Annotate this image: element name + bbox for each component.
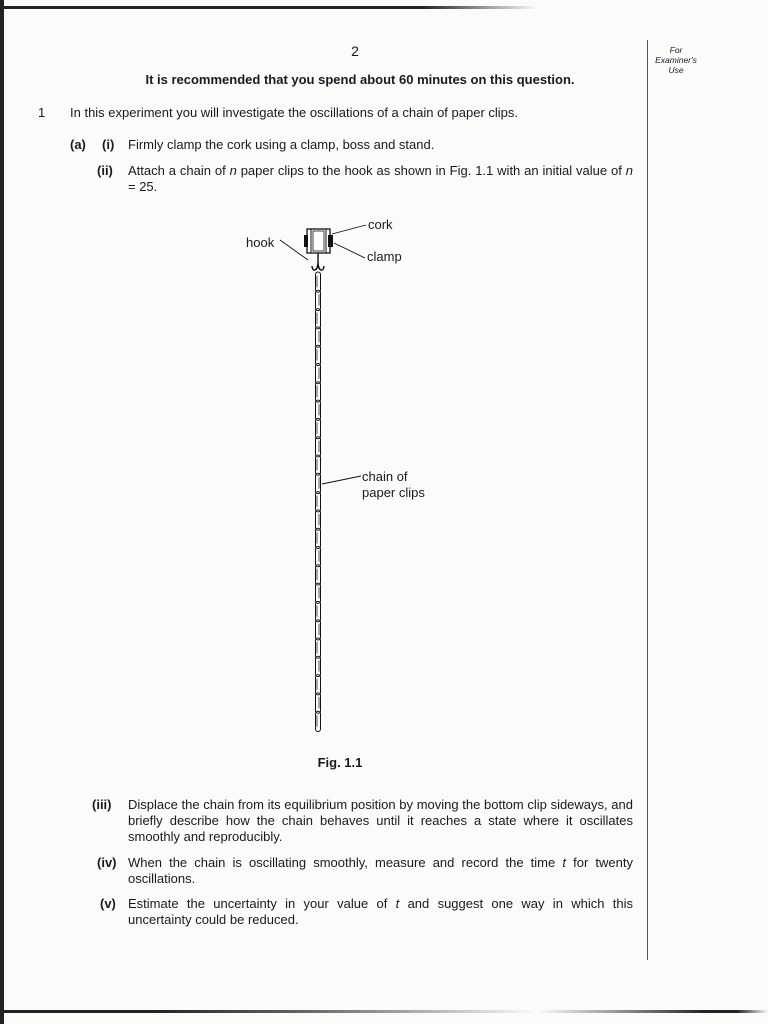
question-intro: In this experiment you will investigate the oscillations of a chain of paper clips.	[70, 105, 519, 120]
page-number: 2	[351, 43, 359, 59]
paper-clip-link	[316, 528, 321, 548]
paper-clip-link	[316, 547, 321, 567]
paper-clip-chain	[316, 272, 321, 732]
paper-clip-link	[316, 400, 321, 420]
item-ii-label: (ii)	[97, 163, 113, 178]
item-iv-text: When the chain is oscillating smoothly, measure and record the time t for twenty oscillations.	[128, 855, 633, 886]
paper-clip-link	[316, 364, 321, 384]
cork-icon	[313, 231, 324, 251]
item-iii-label: (iii)	[92, 797, 112, 812]
item-iv-label: (iv)	[97, 855, 117, 870]
paper-clip-link	[316, 693, 321, 713]
clamp-label: clamp	[367, 249, 402, 264]
paper-clip-link	[316, 473, 321, 493]
paper-clip-link	[316, 382, 321, 402]
paper-clip-link	[316, 272, 321, 292]
hook-icon	[312, 253, 324, 270]
item-v-text: Estimate the uncertainty in your value of t and suggest one way in which this uncertainty could be reduced.	[128, 896, 633, 927]
chain-label: chain of paper clips	[362, 469, 425, 500]
item-i-label: (i)	[102, 137, 115, 152]
paper-clip-link	[316, 565, 321, 585]
question-number: 1	[38, 105, 46, 120]
cork-label: cork	[368, 217, 393, 232]
item-v-label: (v)	[100, 896, 116, 911]
paper-clip-link	[316, 309, 321, 329]
label-leader-lines	[280, 225, 366, 484]
paper-clip-link	[316, 437, 321, 457]
figure-caption: Fig. 1.1	[317, 755, 363, 770]
paper-clip-link	[316, 510, 321, 530]
item-iii-text: Displace the chain from its equilibrium position by moving the bottom clip sideways, and briefly describe how the chain behaves until it reaches a state where it oscillates smoothly and reproducibly.	[128, 797, 633, 844]
paper-clip-link	[316, 290, 321, 310]
paper-clip-link	[316, 345, 321, 365]
part-a-label: (a)	[70, 137, 86, 152]
paper-clip-link	[316, 656, 321, 676]
time-recommendation: It is recommended that you spend about 60 minutes on this question.	[145, 72, 575, 87]
item-i-text: Firmly clamp the cork using a clamp, boss and stand.	[128, 137, 435, 152]
paper-clip-link	[316, 601, 321, 621]
paper-clip-link	[316, 638, 321, 658]
examiner-use-label: For Examiner's Use	[655, 45, 697, 75]
paper-clip-link	[316, 620, 321, 640]
paper-clip-link	[316, 327, 321, 347]
paper-clip-link	[316, 583, 321, 603]
paper-clip-link	[316, 492, 321, 512]
paper-clip-link	[316, 418, 321, 438]
paper-clip-link	[316, 675, 321, 695]
paper-clip-link	[316, 711, 321, 731]
item-ii-text: Attach a chain of n paper clips to the hook as shown in Fig. 1.1 with an initial value of n = 25.	[128, 163, 633, 194]
paper-clip-link	[316, 455, 321, 475]
hook-label: hook	[246, 235, 275, 250]
